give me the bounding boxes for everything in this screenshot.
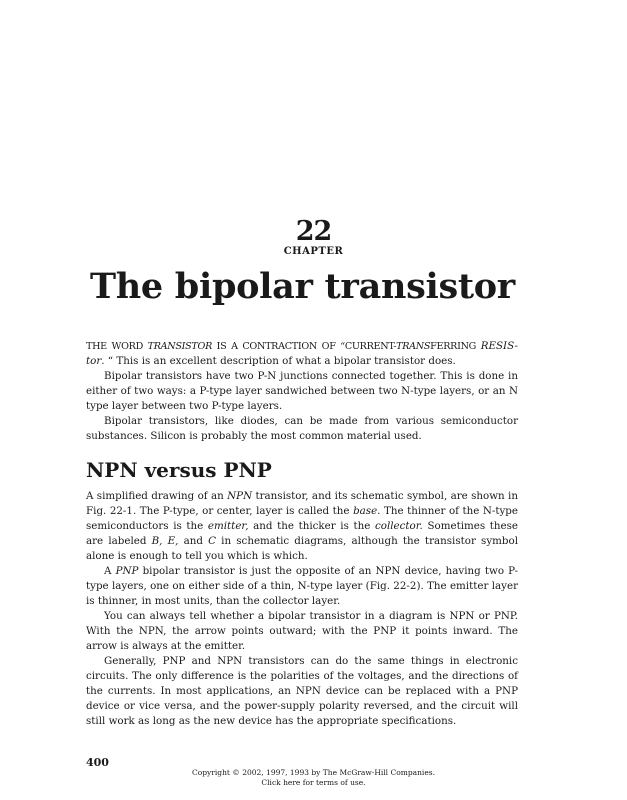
chapter-title: The bipolar transistor (90, 266, 515, 307)
section-paragraph-1 (86, 489, 518, 564)
terms-of-use-link[interactable]: Click here for terms of use. (261, 778, 366, 787)
section-paragraph-4: Generally, PNP and NPN transistors can do the same things in electronic circuits. The only difference is the polarities of the voltages, and the directions of the currents. In most applications, an NPN device can be replaced with a PNP device or vice versa, and the power-supply polarity reversed, and the circuit will still work as long as the new device has the appropriate specifications. (86, 655, 518, 727)
text-run: A simplified drawing of an (86, 490, 228, 502)
chapter-number: 22 (295, 216, 332, 247)
page-number: 400 (86, 756, 109, 769)
chapter-label: CHAPTER (283, 246, 344, 257)
lead-in-a: THE WORD (86, 341, 148, 352)
copyright-notice (0, 768, 627, 788)
text-run: and the thicker is the (248, 520, 375, 532)
text-run: and (178, 535, 209, 547)
term-collector: collector. (375, 520, 423, 532)
lead-in-f: RESIS-tor (86, 340, 518, 367)
intro-paragraph-2: Bipolar transistors have two P-N junctions connected together. This is done in either of two ways: a P-type layer sandwiched between two N-type layers, or an N type layer between two P-type layers. (86, 370, 518, 412)
text-run: in schematic diagrams, although the transistor symbol alone is enough to tell you which is which. (86, 535, 519, 562)
text-run: A (104, 565, 116, 577)
text-run: transistor, and its schematic symbol, are shown in Fig. 22-1. The P-type, or center, layer is called the (86, 490, 518, 517)
intro-paragraph-3: Bipolar transistors, like diodes, can be made from various semiconductor substances. Silicon is probably the most common material used. (86, 415, 518, 442)
lead-in-b: TRANSISTOR (147, 341, 213, 352)
text-run: The thinner of the N-type semiconductors is the (86, 505, 518, 532)
term-base: base. (353, 505, 381, 517)
lead-in-e: FERRING (430, 341, 481, 352)
chapter-body (86, 339, 518, 729)
section-heading: NPN versus PNP (86, 458, 272, 482)
intro-paragraph-1 (86, 339, 518, 369)
section-paragraph-2 (86, 564, 518, 609)
text-run: Sometimes these are labeled (86, 520, 519, 547)
term-pnp: PNP (115, 565, 139, 577)
term-b-e: B, E, (151, 535, 179, 547)
intro-p1-rest: . “ This is an excellent description of what a bipolar transistor does. (101, 355, 456, 367)
lead-in-d: TRANS (396, 341, 431, 352)
term-npn: NPN (227, 490, 253, 502)
copyright-line: Copyright © 2002, 1997, 1993 by The McGraw-Hill Companies. (192, 768, 435, 777)
lead-in-c: IS A CONTRACTION OF “CURRENT- (212, 341, 397, 352)
text-run: bipolar transistor is just the opposite of an NPN device, having two P-type layers, one on either side of a thin, N-type layer (Fig. 22-2). The emitter layer is thinner, in most units, than the collector layer. (86, 565, 518, 607)
term-c: C (208, 535, 216, 547)
section-paragraph-3: You can always tell whether a bipolar transistor in a diagram is NPN or PNP. With the NPN, the arrow points outward; with the PNP it points inward. The arrow is always at the emitter. (86, 610, 518, 652)
term-emitter: emitter, (207, 520, 249, 532)
